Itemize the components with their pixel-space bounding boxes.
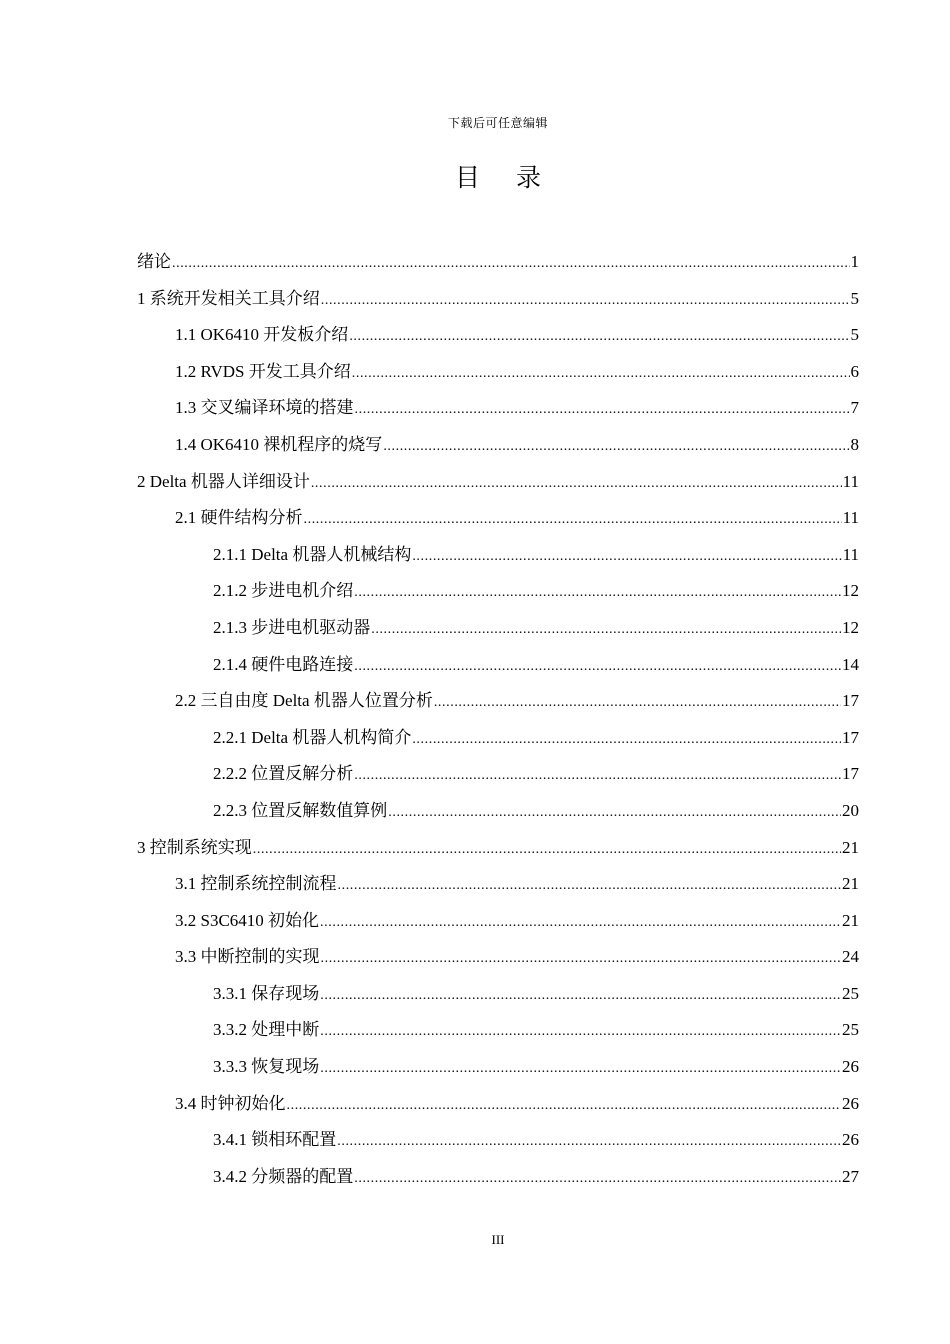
- toc-entry-label: 1.3 交叉编译环境的搭建: [175, 398, 354, 418]
- table-of-contents: [137, 244, 859, 1195]
- toc-dot-leader: [321, 941, 842, 978]
- toc-entry-page: 11: [842, 544, 859, 564]
- toc-entry-page: 1: [850, 252, 859, 271]
- toc-entry-label: 3.3 中断控制的实现: [175, 947, 320, 967]
- toc-dot-leader: [320, 978, 841, 1015]
- toc-entry[interactable]: [137, 610, 859, 647]
- toc-entry-page: 21: [842, 837, 859, 857]
- toc-entry[interactable]: [137, 683, 859, 720]
- toc-entry-label: 2.1.4 硬件电路连接: [213, 654, 354, 674]
- toc-entry-page: 26: [842, 1057, 859, 1077]
- toc-entry-page: 12: [842, 581, 859, 601]
- toc-entry-label: 2.1 硬件结构分析: [175, 508, 303, 528]
- toc-entry-page: 5: [850, 325, 859, 345]
- toc-entry[interactable]: [137, 464, 859, 501]
- toc-entry-page: 7: [850, 398, 859, 418]
- toc-entry-page: 5: [850, 288, 859, 308]
- toc-entry-label: 1 系统开发相关工具介绍: [137, 288, 320, 308]
- toc-entry[interactable]: [137, 756, 859, 793]
- toc-entry-page: 12: [842, 617, 859, 637]
- toc-entry[interactable]: [137, 793, 859, 830]
- toc-entry-label: 3.2 S3C6410 初始化: [175, 910, 320, 930]
- toc-entry-label: 2.2.3 位置反解数值算例: [213, 800, 388, 820]
- header-note: 下载后可任意编辑: [447, 116, 548, 130]
- toc-entry-label: 3.1 控制系统控制流程: [175, 874, 337, 894]
- toc-entry[interactable]: [137, 354, 859, 391]
- toc-entry[interactable]: [137, 1159, 859, 1196]
- toc-entry-page: 21: [842, 910, 859, 930]
- toc-entry[interactable]: [137, 647, 859, 684]
- toc-entry[interactable]: [137, 1086, 859, 1123]
- toc-entry-label: 2.2.2 位置反解分析: [213, 764, 354, 784]
- toc-entry-label: 2.2 三自由度 Delta 机器人位置分析: [175, 691, 433, 711]
- toc-entry-label: 2.1.1 Delta 机器人机械结构: [213, 544, 412, 564]
- toc-entry[interactable]: [137, 1122, 859, 1159]
- toc-entry-page: 14: [842, 654, 859, 674]
- toc-entry-label: 2.2.1 Delta 机器人机构简介: [213, 727, 412, 747]
- toc-entry-page: 6: [850, 361, 859, 381]
- toc-entry-label: 2.1.2 步进电机介绍: [213, 581, 354, 601]
- toc-dot-leader: [321, 283, 850, 320]
- toc-entry[interactable]: [137, 1012, 859, 1049]
- toc-entry-page: 26: [842, 1130, 859, 1150]
- toc-dot-leader: [383, 429, 849, 466]
- toc-entry[interactable]: [137, 317, 859, 354]
- toc-dot-leader: [354, 649, 841, 686]
- toc-dot-leader: [320, 1051, 841, 1088]
- toc-entry-label: 3.3.2 处理中断: [213, 1020, 320, 1040]
- toc-entry-page: 25: [842, 1020, 859, 1040]
- toc-dot-leader: [388, 795, 841, 832]
- toc-entry[interactable]: [137, 427, 859, 464]
- toc-dot-leader: [338, 868, 842, 905]
- toc-entry-page: 17: [842, 691, 859, 711]
- toc-entry-label: 3.4 时钟初始化: [175, 1093, 286, 1113]
- toc-dot-leader: [434, 685, 841, 722]
- toc-entry-page: 24: [842, 947, 859, 967]
- toc-entry-page: 17: [842, 764, 859, 784]
- toc-entry-page: 21: [842, 874, 859, 894]
- toc-dot-leader: [354, 575, 841, 612]
- toc-entry[interactable]: [137, 939, 859, 976]
- toc-dot-leader: [352, 356, 850, 393]
- toc-entry[interactable]: [137, 866, 859, 903]
- toc-dot-leader: [354, 758, 841, 795]
- toc-entry-label: 1.1 OK6410 开发板介绍: [175, 325, 349, 345]
- toc-dot-leader: [412, 722, 841, 759]
- page-number: III: [491, 1232, 505, 1247]
- toc-entry-page: 8: [850, 434, 859, 454]
- toc-entry[interactable]: [137, 281, 859, 318]
- toc-entry-label: 3.4.1 锁相环配置: [213, 1130, 337, 1150]
- toc-entry[interactable]: [137, 720, 859, 757]
- toc-entry[interactable]: [137, 830, 859, 867]
- toc-entry-page: 26: [842, 1093, 859, 1113]
- toc-dot-leader: [412, 539, 841, 576]
- toc-dot-leader: [311, 466, 842, 503]
- toc-entry[interactable]: [137, 903, 859, 940]
- toc-entry-label: 2 Delta 机器人详细设计: [137, 471, 310, 491]
- page-title: 目 录: [455, 163, 555, 192]
- toc-dot-leader: [337, 1124, 841, 1161]
- toc-entry[interactable]: [137, 1049, 859, 1086]
- toc-entry-label: 3.3.1 保存现场: [213, 983, 320, 1003]
- toc-entry-label: 3 控制系统实现: [137, 837, 252, 857]
- toc-dot-leader: [253, 832, 841, 869]
- toc-dot-leader: [354, 1161, 841, 1198]
- toc-entry-page: 11: [842, 508, 859, 528]
- toc-entry-label: 3.4.2 分频器的配置: [213, 1166, 354, 1186]
- toc-entry[interactable]: [137, 537, 859, 574]
- toc-entry[interactable]: [137, 573, 859, 610]
- toc-dot-leader: [172, 246, 850, 283]
- toc-entry[interactable]: [137, 244, 859, 281]
- toc-entry-label: 1.2 RVDS 开发工具介绍: [175, 361, 351, 381]
- toc-dot-leader: [320, 905, 841, 942]
- toc-entry-label: 2.1.3 步进电机驱动器: [213, 617, 371, 637]
- toc-dot-leader: [320, 1014, 841, 1051]
- toc-dot-leader: [349, 319, 849, 356]
- toc-dot-leader: [355, 392, 850, 429]
- toc-entry-label: 绪论: [137, 252, 171, 271]
- toc-entry[interactable]: [137, 390, 859, 427]
- toc-entry-page: 25: [842, 983, 859, 1003]
- toc-dot-leader: [304, 502, 842, 539]
- toc-entry-page: 20: [842, 800, 859, 820]
- toc-entry[interactable]: [137, 500, 859, 537]
- toc-entry-page: 17: [842, 727, 859, 747]
- toc-dot-leader: [371, 612, 841, 649]
- toc-entry-label: 1.4 OK6410 裸机程序的烧写: [175, 434, 383, 454]
- toc-dot-leader: [287, 1088, 842, 1125]
- toc-entry-label: 3.3.3 恢复现场: [213, 1057, 320, 1077]
- toc-entry[interactable]: [137, 976, 859, 1013]
- toc-entry-page: 27: [842, 1166, 859, 1186]
- toc-entry-page: 11: [842, 471, 859, 491]
